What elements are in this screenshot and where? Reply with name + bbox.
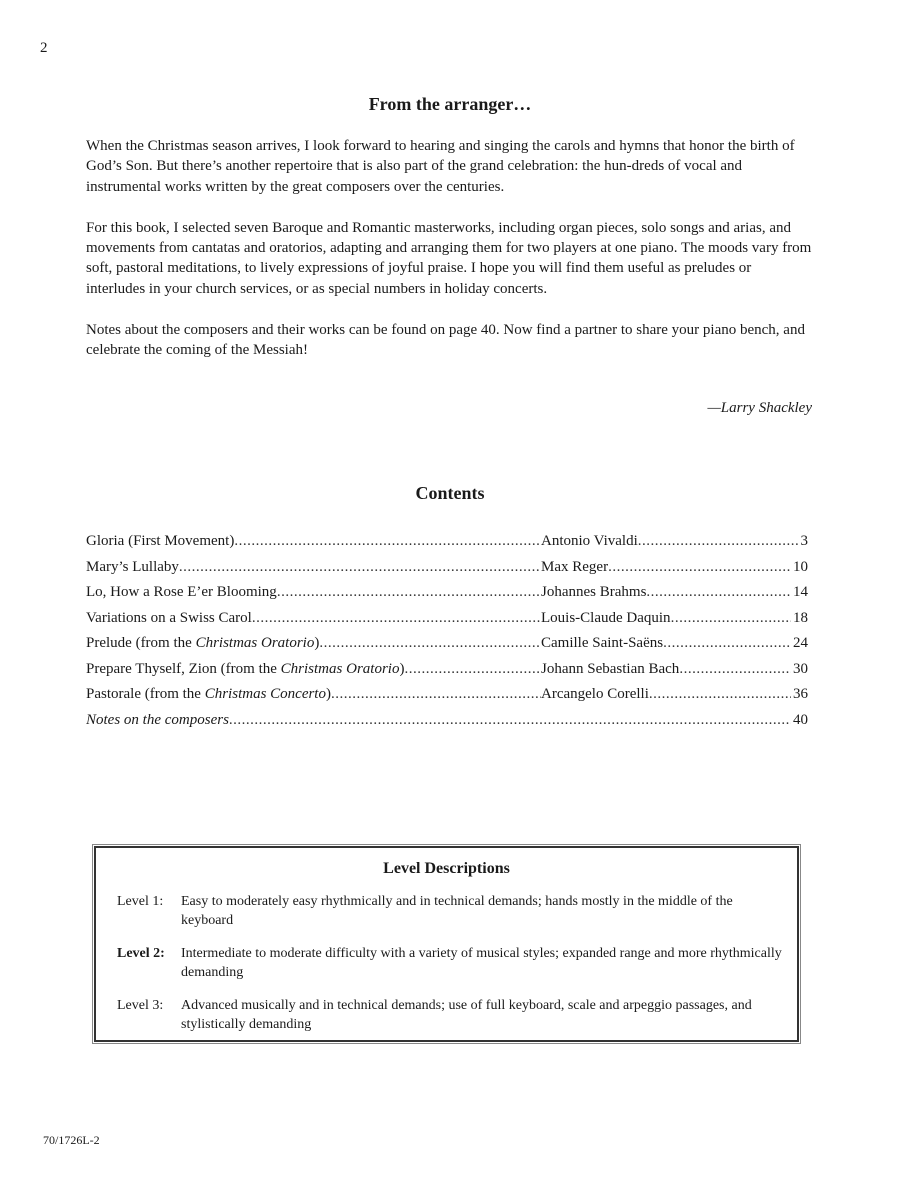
toc-entry-composer: Antonio Vivaldi — [541, 533, 638, 549]
dot-leader — [638, 529, 799, 555]
toc-entry[interactable] — [86, 682, 808, 708]
title-suffix: ) — [399, 660, 405, 677]
level-description: Advanced musically and in technical demands; use of full keyboard, scale and arpeggio passages, and stylistically demanding — [181, 998, 752, 1032]
dot-leader — [679, 657, 791, 683]
dot-leader — [663, 631, 791, 657]
toc-entry-title — [86, 631, 319, 657]
arranger-heading: From the arranger… — [368, 94, 532, 114]
toc-entry[interactable] — [86, 529, 808, 555]
dot-leader — [277, 580, 541, 606]
toc-entry-page: 30 — [793, 660, 808, 677]
dot-leader — [404, 657, 541, 683]
title-prefix: Prelude (from the — [86, 635, 196, 651]
work-title: Christmas Oratorio — [280, 660, 400, 677]
catalog-number: 70/1726L-2 — [43, 1133, 100, 1147]
intro-paragraph: For this book, I selected seven Baroque and Romantic masterworks, including organ pieces, solo songs and arias, and movements from cantatas and oratorios, adapting and arranging them for two players at one piano. The moods vary from soft, pastoral meditations, to lively expressions of joyful praise. I hope you will find them useful as preludes or interludes in your church services, or as special numbers in holiday concerts. — [86, 219, 812, 297]
dot-leader — [331, 682, 541, 708]
contents-heading: Contents — [415, 483, 485, 503]
dot-leader — [319, 631, 541, 657]
toc-entry-page: 3 — [800, 533, 808, 549]
toc-entry-title: Variations on a Swiss Carol — [86, 609, 252, 626]
toc-entry[interactable] — [86, 580, 808, 606]
title-suffix: ) — [314, 635, 320, 651]
intro-paragraph: Notes about the composers and their works can be found on page 40. Now find a partner to share your piano bench, and celebrate the coming of the Messiah! — [86, 321, 805, 359]
toc-entry-page: 40 — [793, 711, 808, 728]
work-title: Christmas Concerto — [204, 686, 326, 702]
table-of-contents — [86, 529, 808, 733]
toc-entry-title: Gloria (First Movement) — [86, 533, 235, 549]
toc-entry-title: Notes on the composers — [86, 711, 229, 728]
toc-entry-page: 14 — [793, 584, 808, 600]
title-suffix: ) — [325, 686, 331, 702]
level-descriptions-heading: Level Descriptions — [383, 860, 510, 877]
dot-leader — [671, 606, 791, 632]
page-number: 2 — [40, 40, 48, 56]
toc-entry[interactable] — [86, 555, 808, 581]
toc-entry-notes[interactable] — [86, 708, 808, 734]
toc-entry[interactable] — [86, 631, 808, 657]
level-label: Level 2: — [117, 946, 165, 961]
dot-leader — [649, 682, 791, 708]
level-descriptions-box — [94, 846, 799, 1042]
toc-entry-page: 10 — [793, 558, 808, 575]
toc-entry-page: 18 — [793, 609, 808, 626]
level-label: Level 3: — [117, 998, 164, 1013]
level-label: Level 1: — [117, 894, 164, 909]
toc-entry-title: Mary’s Lullaby — [86, 558, 179, 575]
work-title: Christmas Oratorio — [195, 635, 315, 651]
toc-entry-composer: Johannes Brahms — [541, 584, 647, 600]
level-description: Intermediate to moderate difficulty with a variety of musical styles; expanded range and more rhythmically demanding — [181, 946, 782, 980]
dot-leader — [646, 580, 791, 606]
toc-entry-title — [86, 682, 331, 708]
arranger-signature: —Larry Shackley — [707, 400, 812, 416]
level-description: Easy to moderately easy rhythmically and in technical demands; hands mostly in the middle of the keyboard — [181, 894, 733, 928]
toc-entry-composer: Johann Sebastian Bach — [541, 660, 680, 677]
toc-entry-composer: Arcangelo Corelli — [541, 686, 649, 702]
dot-leader — [234, 529, 541, 555]
dot-leader — [179, 555, 541, 581]
title-prefix: Prepare Thyself, Zion (from the — [86, 660, 281, 677]
toc-entry-title — [86, 657, 404, 683]
toc-entry-title: Lo, How a Rose E’er Blooming — [86, 584, 277, 600]
level-item — [117, 892, 787, 930]
arranger-intro — [86, 136, 812, 381]
level-item — [117, 996, 787, 1034]
toc-entry-page: 36 — [793, 686, 808, 702]
dot-leader — [608, 555, 791, 581]
dot-leader — [252, 606, 541, 632]
intro-paragraph: When the Christmas season arrives, I look forward to hearing and singing the carols and hymns that honor the birth of God’s Son. But there’s another repertoire that is also part of the grand celebration: the hun-dreds of vocal and instrumental works written by the great composers over the centuries. — [86, 138, 795, 195]
toc-entry[interactable] — [86, 606, 808, 632]
title-prefix: Pastorale (from the — [86, 686, 205, 702]
toc-entry-page: 24 — [793, 635, 808, 651]
toc-entry[interactable] — [86, 657, 808, 683]
level-item — [117, 944, 787, 982]
toc-entry-composer: Camille Saint-Saëns — [541, 635, 664, 651]
toc-entry-composer: Louis-Claude Daquin — [541, 609, 671, 626]
toc-entry-composer: Max Reger — [541, 558, 609, 575]
dot-leader — [229, 708, 791, 734]
